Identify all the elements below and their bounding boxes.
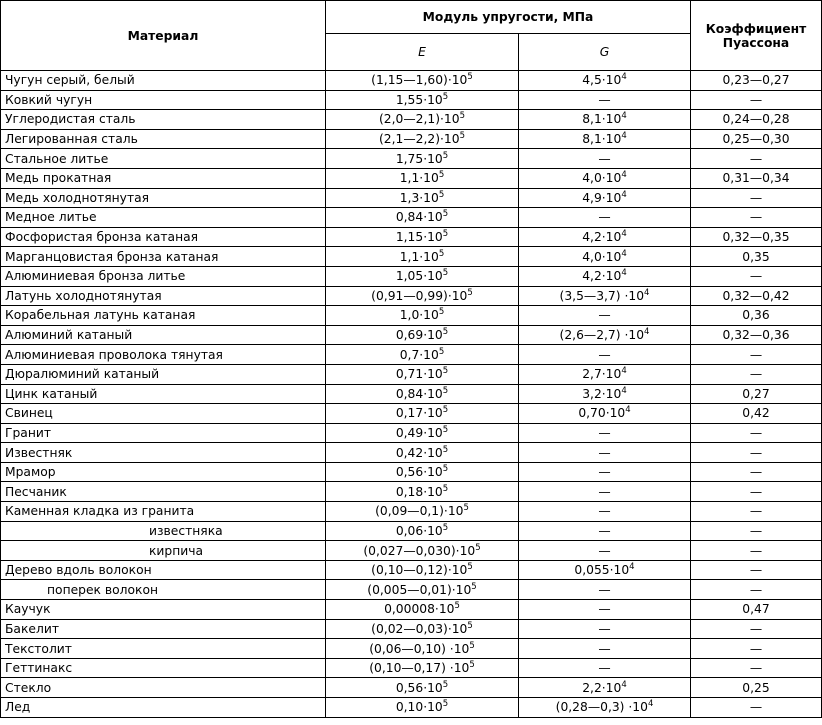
cell-modulus-g-value: — <box>598 504 611 519</box>
table-row <box>1 384 822 404</box>
cell-poisson: 0,25 <box>691 678 822 698</box>
cell-modulus-e <box>326 462 519 482</box>
cell-modulus-e-value: 1,3·10 <box>399 190 439 205</box>
table-row <box>1 443 822 463</box>
cell-modulus-e-exponent: 5 <box>442 424 449 435</box>
cell-modulus-g <box>519 482 691 502</box>
table-row <box>1 639 822 659</box>
cell-modulus-e-exponent: 5 <box>442 150 449 161</box>
cell-poisson: — <box>691 443 822 463</box>
cell-modulus-e-value: 1,55·10 <box>395 92 443 107</box>
cell-modulus-g <box>519 208 691 228</box>
cell-modulus-g-value: (3,5—3,7) ·10 <box>559 288 645 303</box>
cell-modulus-g-value: — <box>598 425 611 440</box>
cell-modulus-e-value: 1,05·10 <box>395 269 443 284</box>
cell-modulus-e <box>326 364 519 384</box>
cell-poisson: — <box>691 462 822 482</box>
cell-modulus-e <box>326 129 519 149</box>
cell-modulus-e-value: 0,06·10 <box>395 523 443 538</box>
cell-poisson: — <box>691 345 822 365</box>
cell-poisson: — <box>691 521 822 541</box>
cell-modulus-e-value: 0,7·10 <box>399 347 439 362</box>
table-row <box>1 129 822 149</box>
cell-poisson: 0,23—0,27 <box>691 71 822 91</box>
cell-modulus-e <box>326 168 519 188</box>
cell-poisson: — <box>691 619 822 639</box>
cell-modulus-g-value: 8,1·10 <box>582 132 622 147</box>
cell-modulus-e-exponent: 5 <box>442 699 449 710</box>
cell-material: Корабельная латунь катаная <box>1 306 326 326</box>
cell-modulus-g <box>519 639 691 659</box>
cell-modulus-g <box>519 698 691 718</box>
cell-modulus-e-value: (0,10—0,12)·10 <box>371 563 468 578</box>
cell-modulus-e-value: 0,42·10 <box>395 445 443 460</box>
cell-modulus-g-value: — <box>598 151 611 166</box>
cell-modulus-g-value: 0,055·10 <box>574 563 630 578</box>
cell-modulus-g <box>519 149 691 169</box>
cell-modulus-e <box>326 90 519 110</box>
cell-material: Каучук <box>1 600 326 620</box>
cell-modulus-e <box>326 541 519 561</box>
cell-modulus-e-value: 0,69·10 <box>395 328 443 343</box>
cell-modulus-g <box>519 384 691 404</box>
cell-modulus-g-value: (2,6—2,7) ·10 <box>559 328 645 343</box>
cell-material: Геттинакс <box>1 658 326 678</box>
cell-modulus-e <box>326 325 519 345</box>
cell-modulus-e <box>326 580 519 600</box>
cell-poisson: 0,47 <box>691 600 822 620</box>
table-row <box>1 90 822 110</box>
cell-modulus-e-exponent: 5 <box>442 229 449 240</box>
cell-modulus-g-exponent: 4 <box>621 366 627 377</box>
cell-modulus-e <box>326 345 519 365</box>
cell-material: Латунь холоднотянутая <box>1 286 326 306</box>
cell-modulus-g <box>519 541 691 561</box>
cell-material: Медь холоднотянутая <box>1 188 326 208</box>
cell-modulus-g <box>519 404 691 424</box>
cell-modulus-e <box>326 384 519 404</box>
cell-material: Алюминий катаный <box>1 325 326 345</box>
cell-modulus-g-value: 0,70·10 <box>578 406 626 421</box>
cell-modulus-e-exponent: 5 <box>442 91 449 102</box>
cell-modulus-e-exponent: 5 <box>454 601 460 612</box>
cell-poisson: 0,42 <box>691 404 822 424</box>
cell-modulus-e-exponent: 5 <box>442 268 449 279</box>
cell-material: Мрамор <box>1 462 326 482</box>
cell-modulus-e-value: 0,17·10 <box>395 406 443 421</box>
cell-modulus-e <box>326 247 519 267</box>
cell-poisson: — <box>691 90 822 110</box>
cell-modulus-g-exponent: 4 <box>621 679 627 690</box>
cell-poisson: — <box>691 580 822 600</box>
cell-material: Ковкий чугун <box>1 90 326 110</box>
cell-modulus-g <box>519 462 691 482</box>
cell-material: Текстолит <box>1 639 326 659</box>
table-row <box>1 110 822 130</box>
header-poisson-line1: Коэффициент <box>705 21 807 36</box>
cell-modulus-e-exponent: 5 <box>469 660 475 671</box>
cell-modulus-g-exponent: 4 <box>621 248 627 259</box>
cell-modulus-e-exponent: 5 <box>442 209 449 220</box>
cell-modulus-e-exponent: 5 <box>438 170 445 181</box>
table-row <box>1 306 822 326</box>
cell-material: Легированная сталь <box>1 129 326 149</box>
cell-poisson: — <box>691 364 822 384</box>
cell-modulus-g <box>519 129 691 149</box>
cell-modulus-g-exponent: 4 <box>621 131 627 142</box>
cell-material: Марганцовистая бронза катаная <box>1 247 326 267</box>
cell-material: Углеродистая сталь <box>1 110 326 130</box>
cell-modulus-g <box>519 658 691 678</box>
cell-modulus-e-value: 0,49·10 <box>395 425 443 440</box>
cell-poisson: 0,32—0,35 <box>691 227 822 247</box>
cell-modulus-g-value: — <box>598 582 611 597</box>
cell-modulus-g <box>519 345 691 365</box>
cell-modulus-e-value: (0,027—0,030)·10 <box>363 543 476 558</box>
cell-modulus-g-value: — <box>598 543 611 558</box>
cell-modulus-g-exponent: 4 <box>625 405 631 416</box>
cell-modulus-e-value: (0,10—0,17) ·10 <box>369 661 470 676</box>
cell-modulus-e-value: 0,10·10 <box>395 700 443 715</box>
cell-modulus-e-value: 0,71·10 <box>395 367 443 382</box>
cell-modulus-e <box>326 698 519 718</box>
cell-modulus-g <box>519 600 691 620</box>
cell-modulus-e <box>326 286 519 306</box>
header-e: E <box>326 34 519 71</box>
cell-modulus-e-value: 0,00008·10 <box>384 602 455 617</box>
table-row <box>1 247 822 267</box>
header-g: G <box>519 34 691 71</box>
cell-modulus-e-exponent: 5 <box>442 327 449 338</box>
table-row <box>1 227 822 247</box>
cell-modulus-g <box>519 306 691 326</box>
cell-poisson: 0,31—0,34 <box>691 168 822 188</box>
cell-modulus-e-value: 1,0·10 <box>399 308 439 323</box>
cell-modulus-e <box>326 404 519 424</box>
cell-modulus-g <box>519 619 691 639</box>
cell-modulus-g-exponent: 4 <box>621 385 627 396</box>
table-row <box>1 266 822 286</box>
cell-material: Алюминиевая проволока тянутая <box>1 345 326 365</box>
cell-modulus-e-value: 1,1·10 <box>399 249 439 264</box>
cell-modulus-g-value: — <box>598 484 611 499</box>
cell-material: Гранит <box>1 423 326 443</box>
cell-modulus-g <box>519 227 691 247</box>
cell-modulus-g-value: — <box>598 445 611 460</box>
cell-modulus-g-value: — <box>598 661 611 676</box>
cell-modulus-g-exponent: 4 <box>647 699 654 710</box>
cell-modulus-e-value: (0,02—0,03)·10 <box>371 621 468 636</box>
table-row <box>1 502 822 522</box>
cell-modulus-g-value: — <box>598 347 611 362</box>
header-poisson-line2: Пуассона <box>722 35 790 50</box>
cell-poisson: — <box>691 502 822 522</box>
cell-modulus-e-value: 1,75·10 <box>395 151 443 166</box>
cell-modulus-e-exponent: 5 <box>475 542 481 553</box>
cell-modulus-e-exponent: 5 <box>442 444 449 455</box>
cell-material: известняка <box>1 521 326 541</box>
cell-modulus-g-value: — <box>598 641 611 656</box>
cell-modulus-g-exponent: 4 <box>644 327 650 338</box>
cell-modulus-g-value: 2,2·10 <box>582 680 622 695</box>
cell-modulus-e-exponent: 5 <box>459 131 465 142</box>
cell-poisson: — <box>691 698 822 718</box>
cell-modulus-e-exponent: 5 <box>467 620 473 631</box>
cell-material: Стекло <box>1 678 326 698</box>
table-row <box>1 208 822 228</box>
cell-modulus-g <box>519 423 691 443</box>
cell-modulus-e-value: 1,15·10 <box>395 230 443 245</box>
table-row <box>1 286 822 306</box>
cell-poisson: — <box>691 658 822 678</box>
cell-modulus-e-exponent: 5 <box>438 248 445 259</box>
cell-modulus-e <box>326 149 519 169</box>
cell-modulus-g <box>519 521 691 541</box>
cell-modulus-g-exponent: 4 <box>621 170 627 181</box>
cell-modulus-e <box>326 188 519 208</box>
cell-modulus-e-exponent: 5 <box>442 522 449 533</box>
cell-modulus-e <box>326 306 519 326</box>
cell-material: Медное литье <box>1 208 326 228</box>
table-row <box>1 521 822 541</box>
cell-material: Алюминиевая бронза литье <box>1 266 326 286</box>
cell-modulus-e <box>326 482 519 502</box>
cell-modulus-e <box>326 639 519 659</box>
cell-modulus-e-value: 1,1·10 <box>399 171 439 186</box>
cell-modulus-g <box>519 325 691 345</box>
cell-modulus-e-exponent: 5 <box>442 679 449 690</box>
cell-poisson: — <box>691 541 822 561</box>
cell-poisson: 0,32—0,36 <box>691 325 822 345</box>
cell-poisson: — <box>691 208 822 228</box>
cell-modulus-e-value: 0,56·10 <box>395 465 443 480</box>
cell-material: Цинк катаный <box>1 384 326 404</box>
cell-material: Медь прокатная <box>1 168 326 188</box>
cell-modulus-e-exponent: 5 <box>442 405 449 416</box>
cell-poisson: 0,35 <box>691 247 822 267</box>
cell-modulus-e-exponent: 5 <box>442 483 449 494</box>
cell-modulus-g-value: — <box>598 308 611 323</box>
cell-modulus-g-value: — <box>598 465 611 480</box>
table-row <box>1 462 822 482</box>
cell-modulus-e <box>326 502 519 522</box>
cell-modulus-g-value: 4,0·10 <box>582 249 622 264</box>
cell-modulus-e-exponent: 5 <box>438 307 445 318</box>
cell-modulus-e-value: 0,84·10 <box>395 210 443 225</box>
cell-poisson: — <box>691 482 822 502</box>
table-row <box>1 423 822 443</box>
cell-modulus-g-value: (0,28—0,3) ·10 <box>555 700 648 715</box>
cell-modulus-e-exponent: 5 <box>442 464 449 475</box>
cell-modulus-e <box>326 208 519 228</box>
cell-modulus-g-exponent: 4 <box>621 229 627 240</box>
cell-modulus-g <box>519 247 691 267</box>
cell-material: кирпича <box>1 541 326 561</box>
table-row <box>1 404 822 424</box>
cell-material: Каменная кладка из гранита <box>1 502 326 522</box>
cell-modulus-e <box>326 521 519 541</box>
cell-poisson: — <box>691 560 822 580</box>
cell-modulus-e-value: (1,15—1,60)·10 <box>371 73 468 88</box>
cell-material: Фосфористая бронза катаная <box>1 227 326 247</box>
cell-material: Дерево вдоль волокон <box>1 560 326 580</box>
cell-material: Чугун серый, белый <box>1 71 326 91</box>
cell-poisson: — <box>691 188 822 208</box>
cell-modulus-g-value: 4,9·10 <box>582 190 622 205</box>
cell-modulus-g-value: — <box>598 602 611 617</box>
cell-modulus-g-value: — <box>598 621 611 636</box>
table-row <box>1 698 822 718</box>
cell-modulus-e-exponent: 5 <box>438 346 445 357</box>
cell-poisson: — <box>691 266 822 286</box>
cell-modulus-e-exponent: 5 <box>467 72 473 83</box>
cell-modulus-g-value: — <box>598 523 611 538</box>
table-row <box>1 482 822 502</box>
cell-material: Песчаник <box>1 482 326 502</box>
cell-modulus-e <box>326 560 519 580</box>
cell-material: поперек волокон <box>1 580 326 600</box>
cell-poisson: — <box>691 149 822 169</box>
table-row <box>1 325 822 345</box>
cell-poisson: 0,27 <box>691 384 822 404</box>
cell-modulus-g <box>519 443 691 463</box>
cell-modulus-g <box>519 90 691 110</box>
cell-modulus-g <box>519 71 691 91</box>
cell-modulus-e-exponent: 5 <box>463 503 469 514</box>
cell-modulus-e-exponent: 5 <box>469 640 475 651</box>
table-row <box>1 658 822 678</box>
header-poisson <box>691 1 822 71</box>
cell-modulus-e <box>326 227 519 247</box>
table-row <box>1 678 822 698</box>
cell-modulus-g <box>519 560 691 580</box>
table-row <box>1 188 822 208</box>
cell-modulus-e-value: (0,91—0,99)·10 <box>371 288 468 303</box>
cell-modulus-e-value: 0,84·10 <box>395 386 443 401</box>
table-row <box>1 600 822 620</box>
header-material: Материал <box>1 1 326 71</box>
cell-poisson: 0,25—0,30 <box>691 129 822 149</box>
table-row <box>1 149 822 169</box>
cell-modulus-g-exponent: 4 <box>621 189 627 200</box>
table-row <box>1 619 822 639</box>
cell-modulus-g-value: 4,2·10 <box>582 269 622 284</box>
cell-modulus-e-value: (0,09—0,1)·10 <box>375 504 464 519</box>
cell-modulus-g <box>519 266 691 286</box>
table-row <box>1 560 822 580</box>
table-row <box>1 345 822 365</box>
cell-material: Свинец <box>1 404 326 424</box>
cell-modulus-e-value: 0,56·10 <box>395 680 443 695</box>
cell-modulus-e-exponent: 5 <box>467 287 473 298</box>
cell-modulus-e-exponent: 5 <box>459 111 465 122</box>
cell-poisson: 0,32—0,42 <box>691 286 822 306</box>
cell-modulus-e-exponent: 5 <box>442 385 449 396</box>
table-row <box>1 580 822 600</box>
cell-modulus-e <box>326 658 519 678</box>
cell-modulus-e <box>326 71 519 91</box>
cell-poisson: 0,36 <box>691 306 822 326</box>
cell-modulus-g-exponent: 4 <box>644 287 650 298</box>
cell-modulus-e-value: (2,1—2,2)·10 <box>379 132 460 147</box>
cell-modulus-g-exponent: 4 <box>621 72 627 83</box>
cell-modulus-g <box>519 110 691 130</box>
cell-modulus-e-value: (2,0—2,1)·10 <box>379 112 460 127</box>
cell-modulus-e <box>326 110 519 130</box>
table-row <box>1 541 822 561</box>
cell-modulus-g <box>519 168 691 188</box>
cell-modulus-e-exponent: 5 <box>467 562 473 573</box>
header-modulus: Модуль упругости, МПа <box>326 1 691 34</box>
cell-modulus-g-exponent: 4 <box>621 111 627 122</box>
cell-poisson: — <box>691 639 822 659</box>
cell-modulus-g <box>519 678 691 698</box>
cell-modulus-g <box>519 580 691 600</box>
cell-modulus-e-exponent: 5 <box>471 581 477 592</box>
cell-modulus-e <box>326 678 519 698</box>
cell-modulus-g-value: 4,0·10 <box>582 171 622 186</box>
table-body <box>1 71 822 718</box>
table-row <box>1 71 822 91</box>
cell-poisson: 0,24—0,28 <box>691 110 822 130</box>
cell-modulus-e-exponent: 5 <box>438 189 445 200</box>
cell-modulus-g <box>519 502 691 522</box>
cell-modulus-g-value: — <box>598 92 611 107</box>
cell-material: Лед <box>1 698 326 718</box>
cell-modulus-e <box>326 423 519 443</box>
cell-poisson: — <box>691 423 822 443</box>
cell-material: Известняк <box>1 443 326 463</box>
cell-modulus-e <box>326 443 519 463</box>
cell-modulus-g <box>519 188 691 208</box>
cell-modulus-g <box>519 364 691 384</box>
cell-modulus-g <box>519 286 691 306</box>
cell-modulus-e-exponent: 5 <box>442 366 449 377</box>
cell-modulus-g-value: — <box>598 210 611 225</box>
cell-material: Стальное литье <box>1 149 326 169</box>
cell-modulus-g-exponent: 4 <box>621 268 627 279</box>
cell-modulus-g-value: 4,2·10 <box>582 230 622 245</box>
cell-material: Бакелит <box>1 619 326 639</box>
cell-modulus-e <box>326 619 519 639</box>
cell-modulus-e-value: (0,005—0,01)·10 <box>367 582 472 597</box>
cell-modulus-g-value: 4,5·10 <box>582 73 622 88</box>
cell-material: Дюралюминий катаный <box>1 364 326 384</box>
cell-modulus-e <box>326 266 519 286</box>
table-row <box>1 364 822 384</box>
cell-modulus-e-value: (0,06—0,10) ·10 <box>369 641 470 656</box>
table-row <box>1 168 822 188</box>
cell-modulus-g-exponent: 4 <box>629 562 635 573</box>
cell-modulus-g-value: 3,2·10 <box>582 386 622 401</box>
cell-modulus-e-value: 0,18·10 <box>395 484 443 499</box>
cell-modulus-g-value: 8,1·10 <box>582 112 622 127</box>
cell-modulus-g-value: 2,7·10 <box>582 367 622 382</box>
cell-modulus-e <box>326 600 519 620</box>
